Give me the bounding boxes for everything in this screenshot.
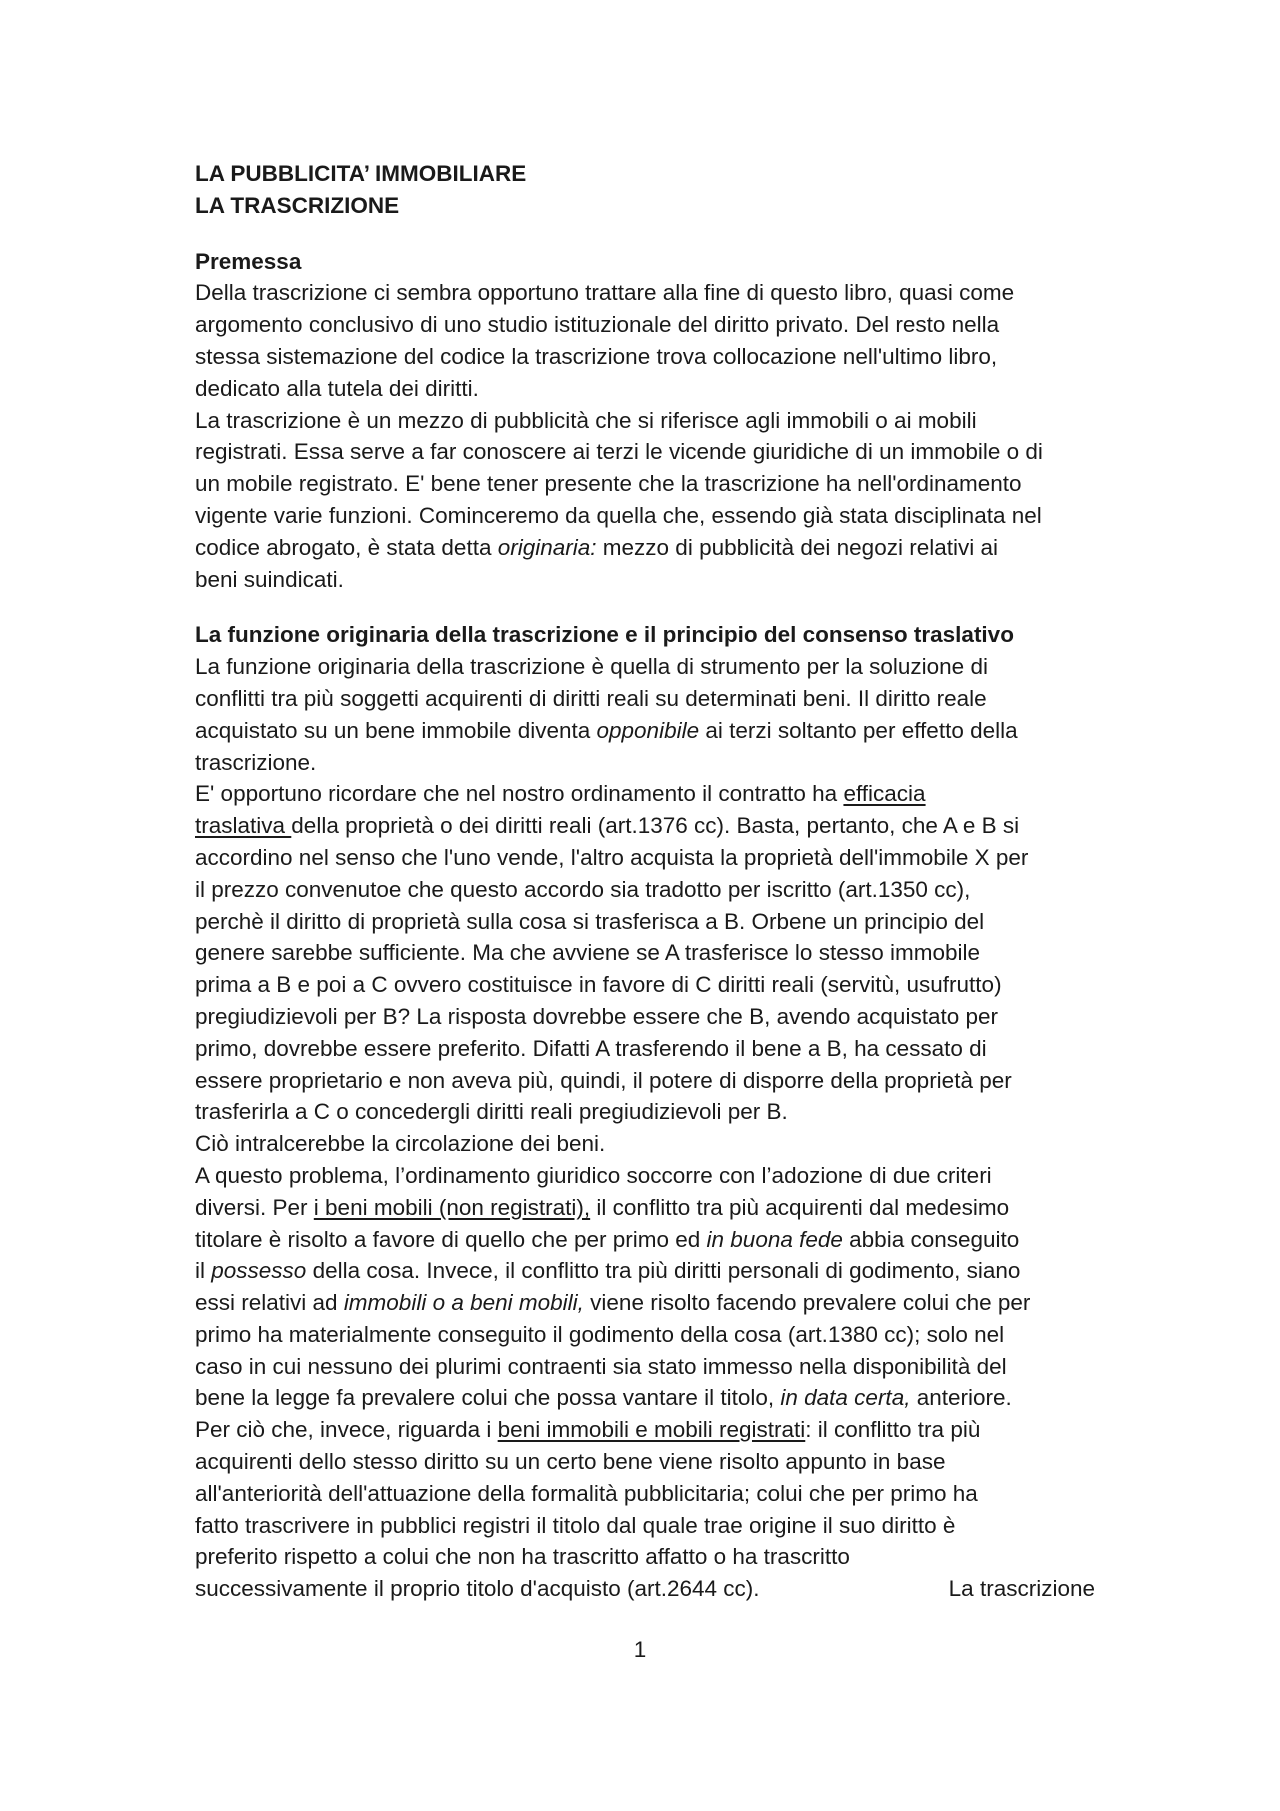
document-page [195,158,1095,1605]
paragraph-line: A questo problema, l’ordinamento giuridico soccorre con l’adozione di due criteri [195,1162,992,1188]
paragraph-line: il prezzo convenutoe che questo accordo sia tradotto per iscritto (art.1350 cc), [195,876,971,902]
paragraph-line: registrati. Essa serve a far conoscere ai terzi le vicende giuridiche di un immobile o di [195,439,1043,465]
italic-term: opponibile [596,717,700,743]
page-number: 1 [633,1637,647,1662]
underlined-term: efficacia [843,781,926,807]
paragraph-line: all'anteriorità dell'attuazione della formalità pubblicitaria; colui che per primo ha [195,1480,978,1506]
paragraph-line: E' opportuno ricordare che nel nostro ordinamento il contratto ha efficacia [195,781,926,807]
underlined-term: beni immobili e mobili registrati [497,1417,806,1443]
document-subtitle: LA TRASCRIZIONE [195,192,400,218]
paragraph-line: primo ha materialmente conseguito il godimento della cosa (art.1380 cc); solo nel [195,1321,1005,1347]
italic-term: in buona fede [706,1226,843,1252]
paragraph-line: trascrizione. [195,749,317,775]
italic-term: possesso [211,1258,307,1284]
paragraph-line: acquirenti dello stesso diritto su un certo bene viene risolto appunto in base [195,1449,946,1475]
underlined-term: traslativa [195,813,292,839]
paragraph-line: Ciò intralcerebbe la circolazione dei beni. [195,1131,606,1157]
italic-term: in data certa, [780,1385,911,1411]
section-heading-premessa: Premessa [195,248,302,274]
paragraph-line: un mobile registrato. E' bene tener presente che la trascrizione ha nell'ordinamento [195,471,1022,497]
paragraph-line: prima a B e poi a C ovvero costituisce in favore di C diritti reali (servitù, usufrutto) [195,972,1002,998]
paragraph-line: acquistato su un bene immobile diventa opponibile ai terzi soltanto per effetto della [195,717,1018,743]
paragraph-line: titolare è risolto a favore di quello che per primo ed in buona fede abbia conseguito [195,1226,1020,1252]
continuation-text: La trascrizione [948,1576,1095,1602]
paragraph-line: conflitti tra più soggetti acquirenti di diritti reali su determinati beni. Il diritto reale [195,685,987,711]
paragraph-line: essi relativi ad immobili o a beni mobili, viene risolto facendo prevalere colui che per [195,1290,1031,1316]
paragraph-line: stessa sistemazione del codice la trascrizione trova collocazione nell'ultimo libro, [195,343,998,369]
paragraph-line: perchè il diritto di proprietà sulla cosa si trasferisca a B. Orbene un principio del [195,908,985,934]
paragraph-line: successivamente il proprio titolo d'acquisto (art.2644 cc). La trascrizione [195,1573,1095,1605]
paragraph-line: La funzione originaria della trascrizione è quella di strumento per la soluzione di [195,654,988,680]
italic-term: originaria: [497,534,597,560]
document-title: LA PUBBLICITA’ IMMOBILIARE [195,161,527,186]
paragraph-line: bene la legge fa prevalere colui che possa vantare il titolo, in data certa, anteriore. [195,1385,1012,1411]
paragraph-line: fatto trascrivere in pubblici registri il titolo dal quale trae origine il suo diritto è [195,1512,956,1538]
section-heading-funzione-originaria: La funzione originaria della trascrizione e il principio del consenso traslativo [195,622,1014,648]
spacer [195,222,1095,246]
paragraph-line: dedicato alla tutela dei diritti. [195,375,479,401]
italic-term: immobili o a beni mobili, [343,1290,584,1316]
paragraph-line: Per ciò che, invece, riguarda i beni immobili e mobili registrati: il conflitto tra più [195,1417,981,1443]
paragraph-line: vigente varie funzioni. Cominceremo da quella che, essendo già stata disciplinata nel [195,502,1042,528]
paragraph-line: preferito rispetto a colui che non ha trascritto affatto o ha trascritto [195,1544,850,1570]
underlined-term: i beni mobili (non registrati), [313,1194,591,1220]
spacer [195,595,1095,619]
paragraph-line: La trascrizione è un mezzo di pubblicità che si riferisce agli immobili o ai mobili [195,407,977,433]
paragraph-line: beni suindicati. [195,566,344,592]
paragraph-line: caso in cui nessuno dei plurimi contraenti sia stato immesso nella disponibilità del [195,1353,1007,1379]
paragraph-line: argomento conclusivo di uno studio istituzionale del diritto privato. Del resto nella [195,312,1000,338]
paragraph-line: trasferirla a C o concedergli diritti reali pregiudizievoli per B. [195,1099,788,1125]
paragraph-line: primo, dovrebbe essere preferito. Difatti A trasferendo il bene a B, ha cessato di [195,1035,987,1061]
paragraph-line: traslativa della proprietà o dei diritti reali (art.1376 cc). Basta, pertanto, che A e B si [195,813,1020,839]
paragraph-line: diversi. Per i beni mobili (non registrati), il conflitto tra più acquirenti dal medesimo [195,1194,1010,1220]
paragraph-line: codice abrogato, è stata detta originaria: mezzo di pubblicità dei negozi relativi ai [195,534,998,560]
paragraph-line: accordino nel senso che l'uno vende, l'altro acquista la proprietà dell'immobile X per [195,844,1029,870]
paragraph-line: genere sarebbe sufficiente. Ma che avviene se A trasferisce lo stesso immobile [195,940,980,966]
paragraph-line: Della trascrizione ci sembra opportuno trattare alla fine di questo libro, quasi come [195,280,1015,306]
paragraph-line: essere proprietario e non aveva più, quindi, il potere di disporre della proprietà per [195,1067,1012,1093]
paragraph-line: il possesso della cosa. Invece, il conflitto tra più diritti personali di godimento, siano [195,1258,1021,1284]
paragraph-line: pregiudizievoli per B? La risposta dovrebbe essere che B, avendo acquistato per [195,1003,998,1029]
